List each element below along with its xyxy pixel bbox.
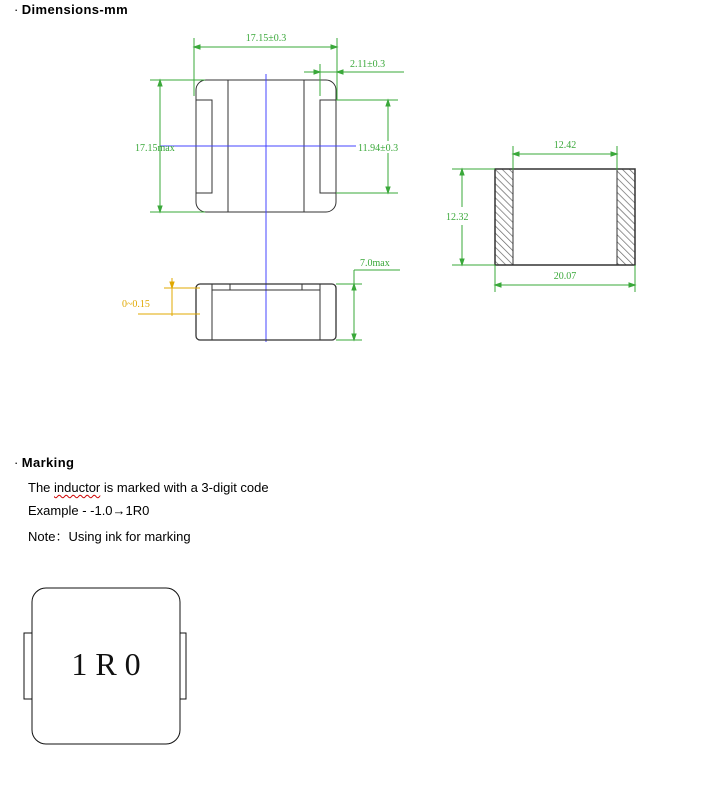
marking-code: 1 R 0 — [71, 646, 141, 682]
line1-post: is marked with a 3-digit code — [100, 480, 269, 495]
dim-top-width-label: 17.15±0.3 — [245, 33, 287, 44]
marking-heading — [14, 455, 74, 470]
dim-terminal-width-label: 2.11±0.3 — [350, 59, 386, 70]
dim-standoff-label: 0~0.15 — [122, 299, 150, 310]
top-view — [160, 74, 356, 342]
bullet: · — [14, 2, 19, 17]
marking-title: Marking — [21, 455, 75, 470]
dim-pad-outer-label: 20.07 — [553, 271, 577, 282]
marking-line-3: Note：Using ink for marking — [28, 529, 191, 544]
marking-line-1 — [28, 480, 269, 495]
dim-side-height-label: 7.0max — [360, 258, 390, 269]
dimensions-title: Dimensions-mm — [21, 2, 129, 17]
line1-pre: The — [28, 480, 55, 495]
dim-pad-height-label: 12.32 — [446, 212, 469, 223]
marking-line-2: Example - -1.0→1R0 — [28, 503, 150, 518]
marking-illustration — [24, 588, 186, 744]
dim-body-height-label: 17.15max — [135, 143, 175, 154]
dim-side-height — [336, 270, 400, 340]
bullet: · — [14, 455, 19, 470]
dim-pad-inner-label: 12.42 — [553, 140, 577, 151]
dim-standoff — [138, 278, 200, 316]
pad-layout — [495, 169, 635, 265]
line1-word: inductor — [54, 480, 101, 495]
dim-terminal-height-label: 11.94±0.3 — [358, 143, 399, 154]
